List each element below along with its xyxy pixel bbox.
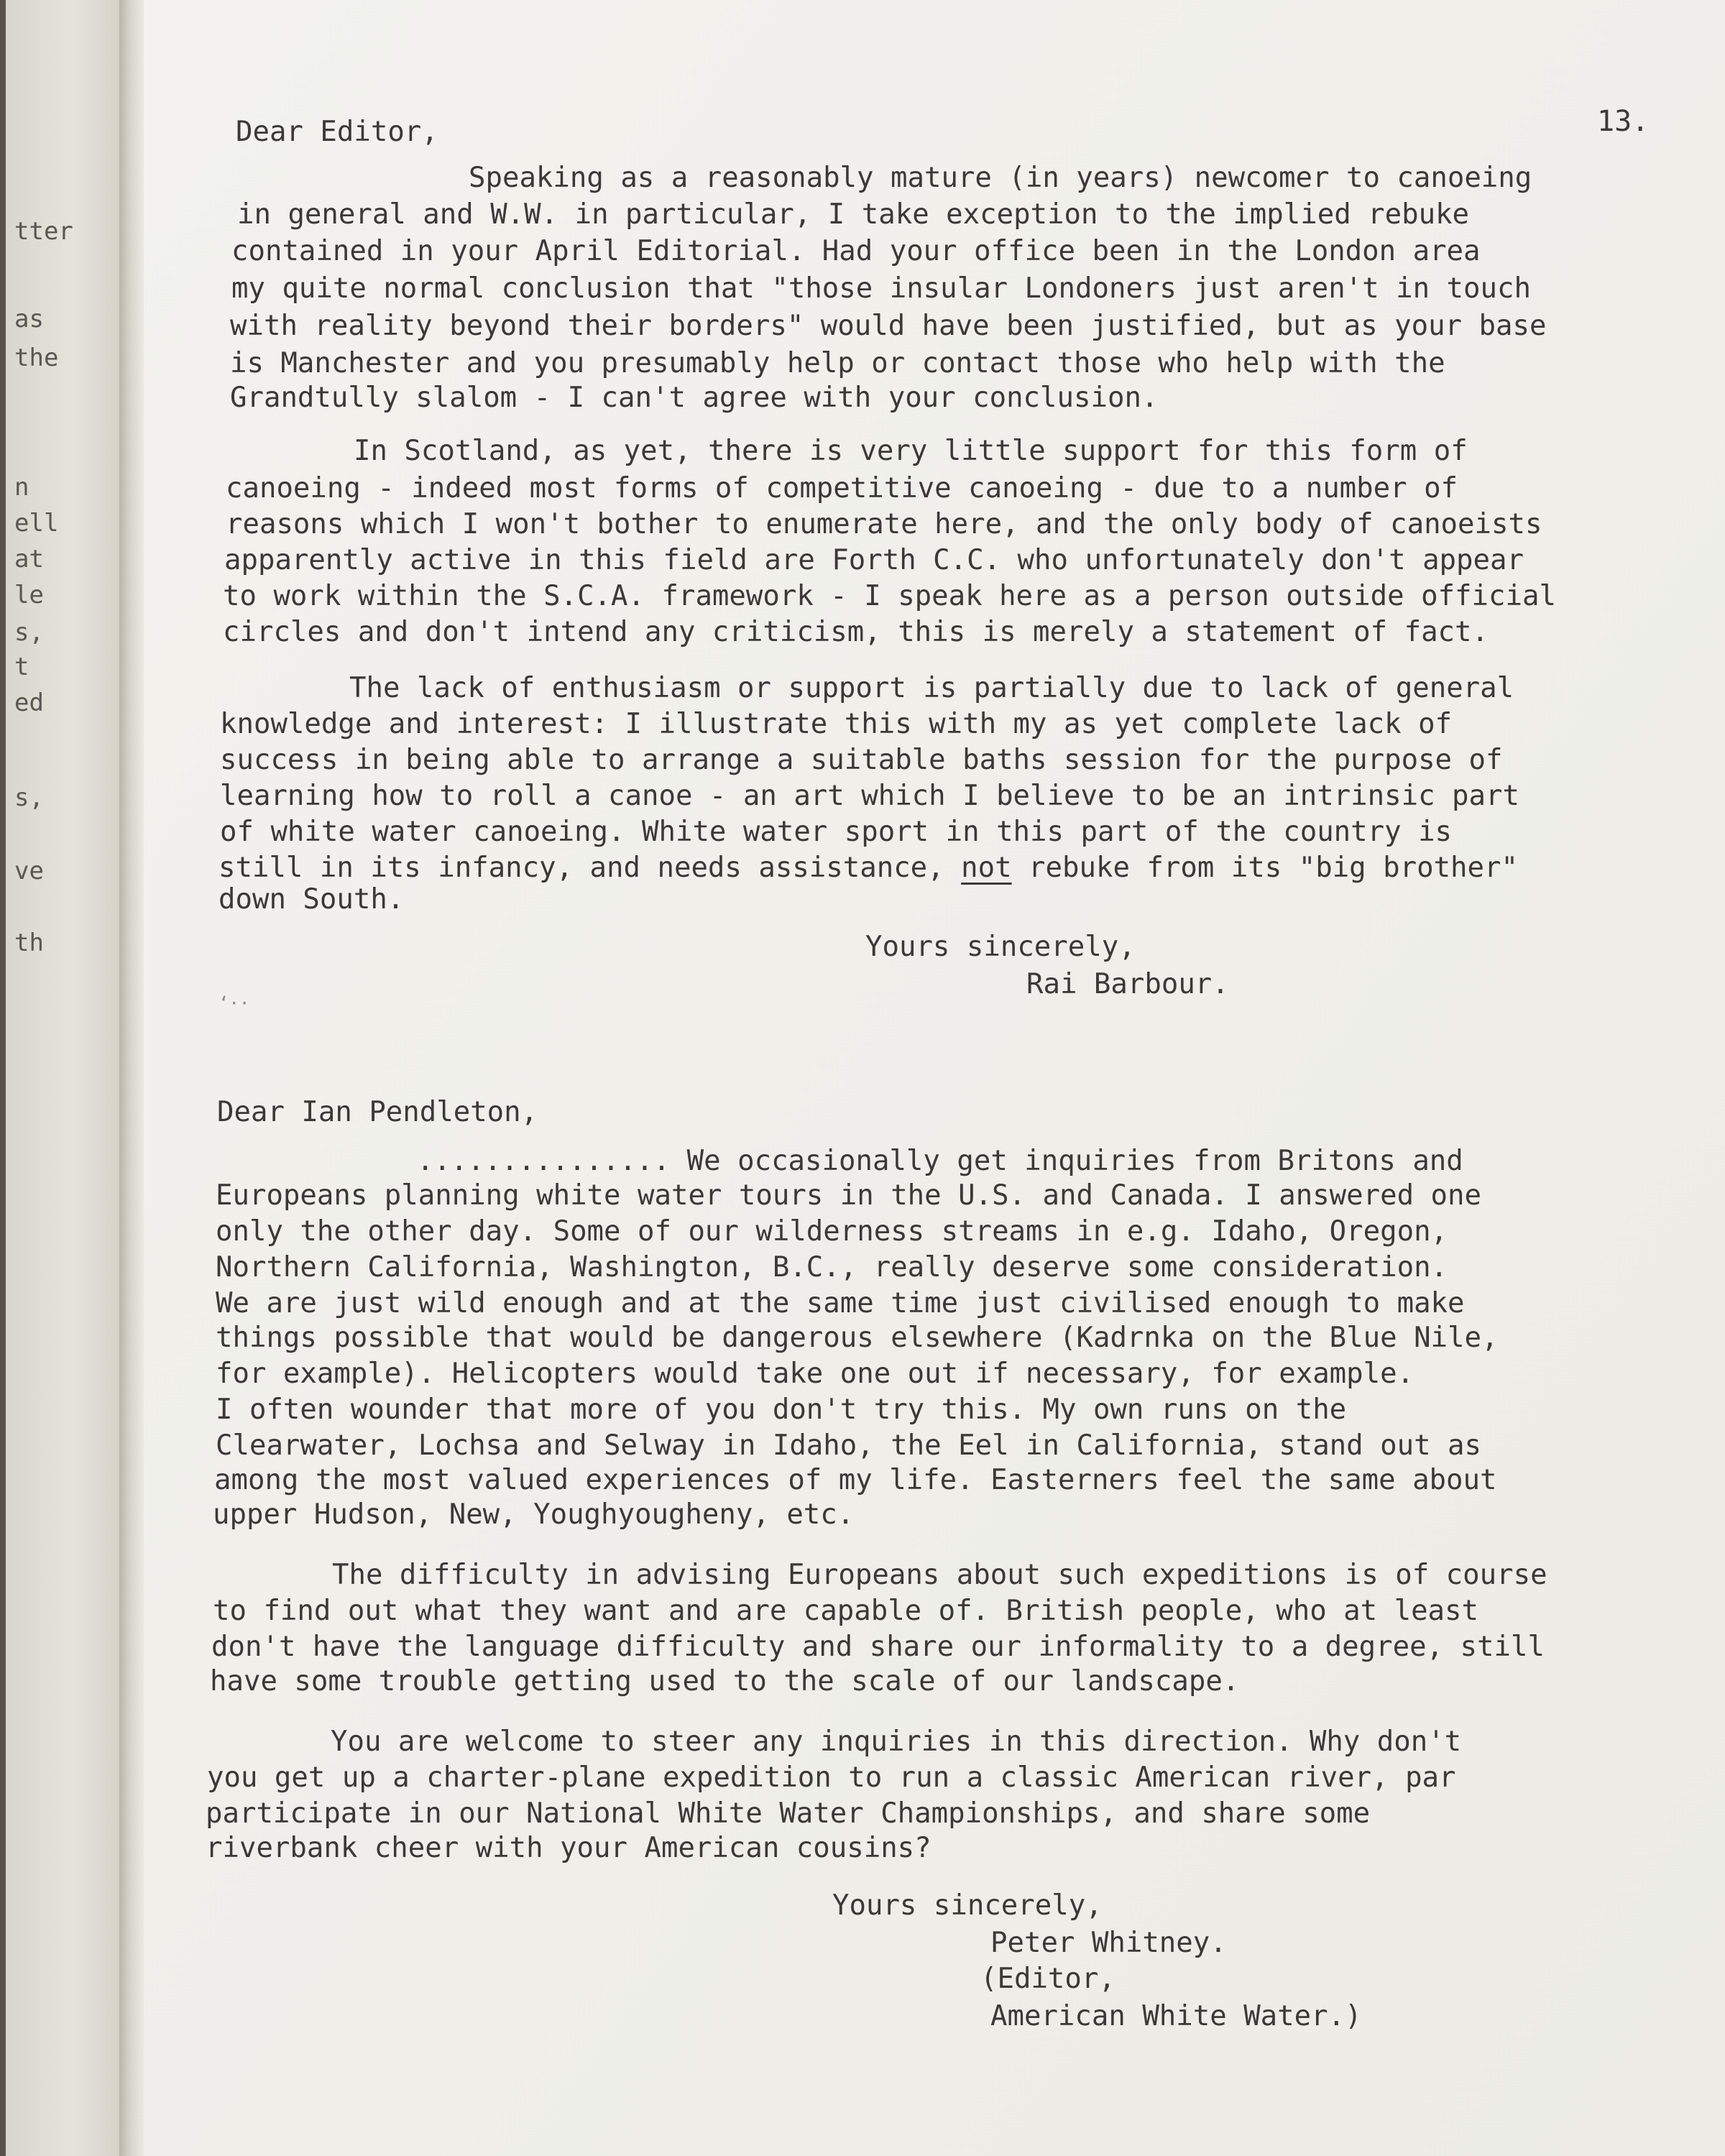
text-line: is Manchester and you presumably help or contact those who help with the [230,347,1445,379]
text-line: have some trouble getting used to the scale of our landscape. [210,1665,1240,1697]
text-line: knowledge and interest: I illustrate this with my as yet complete lack of [220,708,1453,740]
text-line: You are welcome to steer any inquiries in this direction. Why don't [331,1726,1462,1758]
previous-page-fragment: le [14,581,44,609]
signature-organization: American White Water.) [990,2000,1362,2032]
text-line: my quite normal conclusion that "those insular Londoners just aren't in touch [231,272,1531,305]
text-line: Europeans planning white water tours in the U.S. and Canada. I answered one [216,1179,1481,1212]
previous-page-fragment: tter [14,217,73,246]
previous-page-edge [6,0,119,2156]
text-line: participate in our National White Water Championships, and share some [206,1797,1371,1830]
text-line: canoeing - indeed most forms of competitive canoeing - due to a number of [226,472,1458,505]
text-segment: still in its infancy, and needs assistance, [218,852,962,884]
text-line: success in being able to arrange a suitable baths session for the purpose of [220,744,1503,776]
binding-edge [0,0,6,2156]
text-line: upper Hudson, New, Youghyougheny, etc. [213,1498,855,1531]
text-line: to work within the S.C.A. framework - I speak here as a person outside official [223,580,1556,612]
text-line: of white water canoeing. White water sport in this part of the country is [220,816,1453,848]
previous-page-fragment: the [14,344,59,372]
text-line: to find out what they want and are capable of. British people, who at least [213,1595,1478,1627]
previous-page-fragment: ve [14,857,44,885]
page-number: 13. [1597,105,1650,138]
text-line: Northern California, Washington, B.C., really deserve some consideration. [216,1251,1448,1284]
text-line: ............... We occasionally get inquiries from Britons and [417,1145,1463,1177]
previous-page-fragment: s, [14,618,44,647]
signature-name: Peter Whitney. [990,1927,1227,1959]
underlined-word: not [961,852,1012,884]
previous-page-fragment: th [14,929,44,957]
stray-typewriter-mark: ‘·· [218,993,250,1013]
text-line: riverbank cheer with your American cousins? [206,1832,932,1864]
previous-page-fragment: s, [14,783,44,812]
signature-title: (Editor, [980,1963,1116,1995]
text-line [218,851,1518,885]
closing: Yours sincerely, [832,1889,1103,1922]
salutation: Dear Ian Pendleton, [217,1096,538,1128]
text-line: down South. [218,883,405,916]
text-line: Speaking as a reasonably mature (in years) newcomer to canoeing [469,162,1532,194]
text-line: only the other day. Some of our wilderness streams in e.g. Idaho, Oregon, [216,1215,1448,1248]
signature: Rai Barbour. [1026,968,1229,1000]
closing: Yours sincerely, [865,931,1136,963]
text-line: We are just wild enough and at the same time just civilised enough to make [216,1287,1465,1319]
page-gutter [119,0,144,2156]
text-line: among the most valued experiences of my life. Easterners feel the same about [214,1464,1497,1496]
previous-page-fragment: t [14,653,29,681]
text-line: I often wounder that more of you don't try this. My own runs on the [216,1393,1347,1426]
previous-page-fragment: at [14,545,44,573]
text-line: apparently active in this field are Forth C.C. who unfortunately don't appear [224,544,1524,576]
text-line: with reality beyond their borders" would have been justified, but as your base [230,310,1547,342]
text-line: In Scotland, as yet, there is very little support for this form of [354,435,1468,467]
salutation: Dear Editor, [236,116,438,148]
text-line: contained in your April Editorial. Had your office been in the London area [231,235,1481,267]
text-line: reasons which I won't bother to enumerate here, and the only body of canoeists [226,508,1542,540]
text-line: you get up a charter-plane expedition to run a classic American river, par [207,1761,1456,1794]
text-line: Clearwater, Lochsa and Selway in Idaho, the Eel in California, stand out as [216,1429,1481,1462]
previous-page-fragment: ed [14,688,44,717]
previous-page-fragment: n [14,473,29,502]
previous-page-fragment: ell [14,509,59,538]
text-line: for example). Helicopters would take one out if necessary, for example. [216,1358,1414,1390]
text-line: The lack of enthusiasm or support is partially due to lack of general [349,672,1514,704]
text-line: The difficulty in advising Europeans about such expeditions is of course [332,1559,1547,1591]
text-line: things possible that would be dangerous elsewhere (Kadrnka on the Blue Nile, [216,1322,1499,1354]
text-line: in general and W.W. in particular, I take exception to the implied rebuke [237,198,1470,231]
text-segment: rebuke from its "big brother" [1011,852,1518,884]
text-line: don't have the language difficulty and share our informality to a degree, still [211,1631,1545,1663]
text-line: learning how to roll a canoe - an art which I believe to be an intrinsic part [220,780,1519,812]
text-line: circles and don't intend any criticism, this is merely a statement of fact. [223,616,1489,648]
text-line: Grandtully slalom - I can't agree with your conclusion. [230,382,1159,414]
previous-page-fragment: as [14,305,44,333]
